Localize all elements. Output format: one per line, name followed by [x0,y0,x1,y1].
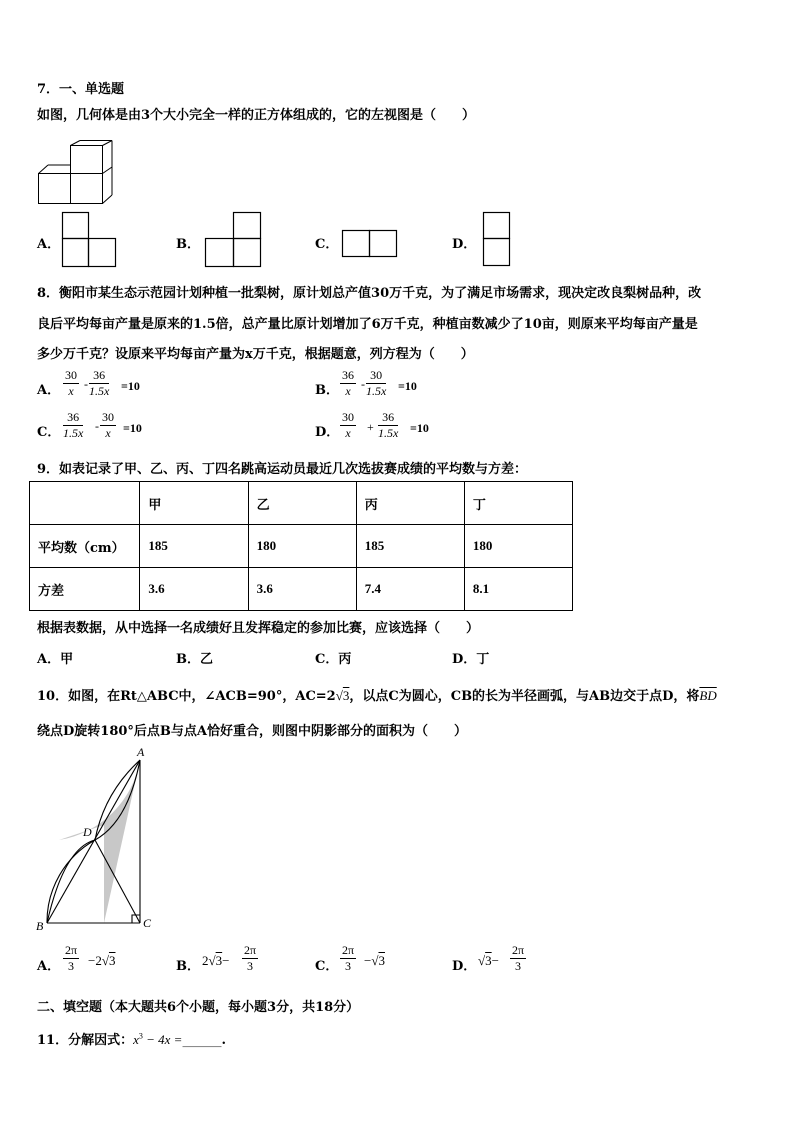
q7-option-a-figure [62,212,118,268]
q8-b-fraction-1: $\frac{36}{x}$ [342,368,354,398]
q11-expression: $x^3 - 4x$ = [133,1031,183,1047]
q9-option-a[interactable]: A．甲 [37,652,74,667]
q7-option-b-figure [205,212,263,268]
q10-triangle-figure [36,744,161,934]
q9-option-d[interactable]: D．丁 [452,652,490,667]
table-cell: 平均数（cm） [30,525,140,568]
q11-label: 11．分解因式： [37,1033,134,1048]
point-b-label: B [36,919,44,933]
q9-option-b[interactable]: B．乙 [176,652,213,667]
q10-line-1 [37,685,717,704]
q10-line-1b: ，以点C为圆心，CB的长为半径画弧，与AB边交于点D，将 [349,689,700,704]
section-title: 7．一、单选题 [37,82,125,97]
q8-c-fraction-2: $\frac{30}{x}$ [102,410,114,440]
q10-d-lead: √3− [478,953,499,968]
q9-stem: 9．如表记录了甲、乙、丙、丁四名跳高运动员最近几次选拔赛成绩的平均数与方差： [37,462,528,477]
q11-question [37,1029,226,1048]
table-cell: 3.6 [140,568,248,611]
q8-a-fraction-1: $\frac{30}{x}$ [65,368,77,398]
table-header-cell [30,482,140,525]
q10-line-1a: 10．如图，在Rt△ABC中，∠ACB=90°，AC=2 [37,689,336,704]
q8-line-1: 8．衡阳市某生态示范园计划种植一批梨树，原计划总产值30万千克，为了满足市场需求，现决定改良梨树品种，改 [37,286,702,301]
part-2-title: 二、填空题（本大题共6个小题，每小题3分，共18分） [37,1000,360,1015]
table-row [30,568,573,611]
q10-d-fraction: $\frac{2\pi}{3}$ [512,943,525,973]
q8-line-2: 良后平均每亩产量是原来的1.5倍，总产量比原计划增加了6万千克，种植亩数减少了10亩，则原来平均每亩产量是 [37,317,698,332]
q10-option-d[interactable]: D． [452,959,477,974]
table-cell: 180 [464,525,572,568]
table-cell: 185 [140,525,248,568]
q7-option-b[interactable]: B． [176,237,200,252]
table-header-cell: 丙 [356,482,464,525]
sqrt-symbol: √3 [335,688,350,703]
point-d-label: D [83,825,92,839]
q8-option-b[interactable]: B． [315,383,339,398]
q8-c-rhs: =10 [123,421,142,435]
q10-b-lead: 2√3− [202,953,230,968]
table-cell: 8.1 [464,568,572,611]
arc-bd-label: $\overline{BD}$ [699,688,717,703]
table-cell: 180 [248,525,356,568]
table-cell: 185 [356,525,464,568]
table-cell: 7.4 [356,568,464,611]
q8-c-fraction-1: $\frac{36}{1.5x}$ [63,410,84,440]
q8-b-fraction-2: $\frac{30}{1.5x}$ [366,368,387,398]
table-header-cell: 乙 [248,482,356,525]
q8-d-operator: + [367,420,374,434]
q11-end: . [221,1033,226,1048]
q8-line-3: 多少万千克？设原来平均每亩产量为x万千克，根据题意，列方程为（ ） [37,347,474,362]
q8-b-rhs: =10 [398,379,417,393]
q8-b-operator: - [361,377,365,391]
q8-a-rhs: =10 [121,379,140,393]
q8-option-d[interactable]: D． [315,425,340,440]
q10-a-fraction: $\frac{2\pi}{3}$ [65,943,78,973]
table-header-row [30,482,573,525]
q8-a-fraction-2: $\frac{36}{1.5x}$ [89,368,110,398]
table-cell: 3.6 [248,568,356,611]
q11-answer-blank[interactable]: ______ [182,1033,222,1048]
q10-c-rest: −√3 [364,953,385,968]
q10-c-fraction: $\frac{2\pi}{3}$ [342,943,355,973]
table-cell: 方差 [30,568,140,611]
q7-solid-figure [38,140,113,205]
q8-option-a[interactable]: A． [37,383,61,398]
point-c-label: C [143,916,152,930]
q7-option-a[interactable]: A． [37,237,61,252]
q9-question: 根据表数据，从中选择一名成绩好且发挥稳定的参加比赛，应该选择（ ） [37,621,480,636]
q10-b-fraction: $\frac{2\pi}{3}$ [244,943,257,973]
q7-option-c[interactable]: C． [315,237,339,252]
q10-option-a[interactable]: A． [37,959,61,974]
q10-option-c[interactable]: C． [315,959,339,974]
q10-line-2: 绕点D旋转180°后点B与点A恰好重合，则图中阴影部分的面积为（ ） [37,724,467,739]
q7-stem: 如图，几何体是由3个大小完全一样的正方体组成的，它的左视图是（ ） [37,108,476,123]
q10-option-b[interactable]: B． [176,959,200,974]
table-header-cell: 甲 [140,482,248,525]
q8-a-operator: - [84,377,88,391]
q8-option-c[interactable]: C． [37,425,61,440]
q7-option-d-figure [483,212,511,268]
q8-c-operator: - [95,419,99,433]
q7-option-c-figure [342,230,398,258]
q8-d-fraction-2: $\frac{36}{1.5x}$ [378,410,399,440]
table-header-cell: 丁 [464,482,572,525]
q8-d-rhs: =10 [410,421,429,435]
q9-option-c[interactable]: C．丙 [315,652,352,667]
q8-d-fraction-1: $\frac{30}{x}$ [342,410,354,440]
q9-score-table [29,481,573,611]
q10-a-rest: −2√3 [88,953,116,968]
point-a-label: A [137,745,145,759]
q7-option-d[interactable]: D． [452,237,477,252]
table-row [30,525,573,568]
